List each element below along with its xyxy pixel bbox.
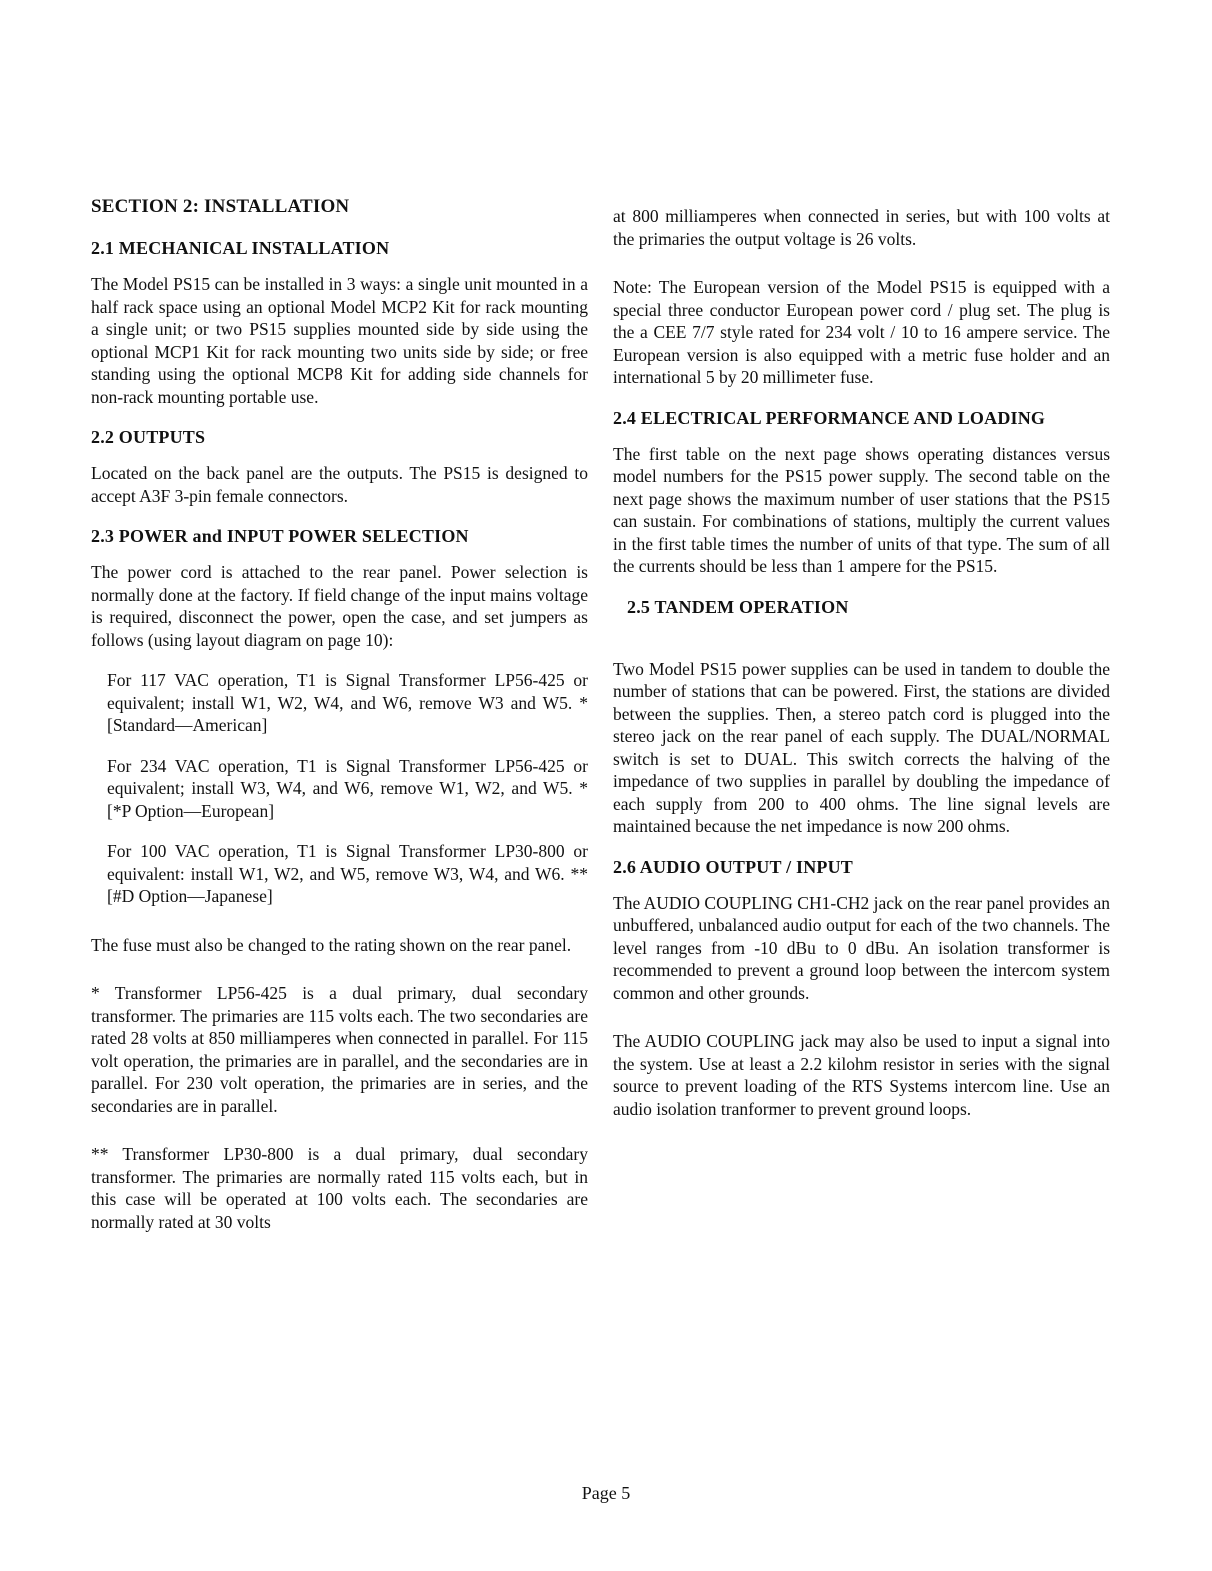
audio-input-text: The AUDIO COUPLING jack may also be used to input a signal into the system. Use at least a 2.2 kilohm resistor in series with the signal source to prevent loading of the RTS Systems intercom line. Use an audio isolation tranformer to prevent ground loops. (613, 1031, 1110, 1119)
european-version-note: Note: The European version of the Model PS15 is equipped with a special three conductor European power cord / plug set. The plug is the a CEE 7/7 style rated for 234 volt / 10 to 16 ampere service. The European version is also equipped with a metric fuse holder and an international 5 by 20 millimeter fuse. (613, 277, 1110, 387)
transformer-note-lp56: * Transformer LP56-425 is a dual primary, dual secondary transformer. The primaries are 115 volts each. The two secondaries are rated 28 volts at 850 milliamperes when connected in parallel. For 115 volt operation, the primaries are in parallel, and the secondaries are in parallel. For 230 volt operation, the primaries are in series, and the secondaries are in parallel. (91, 983, 588, 1116)
mechanical-installation-text: The Model PS15 can be installed in 3 ways: a single unit mounted in a half rack space using an optional Model MCP2 Kit for rack mounting a single unit; or two PS15 supplies mounted side by side using the optional MCP1 Kit for rack mounting two units side by side; or free standing using the optional MCP8 Kit for adding side channels for non-rack mounting portable use. (91, 274, 588, 407)
heading-power-selection: 2.3 POWER and INPUT POWER SELECTION (91, 526, 469, 546)
fuse-text: The fuse must also be changed to the rating shown on the rear panel. (91, 934, 572, 955)
page-number: Page 5 (581, 1483, 631, 1503)
continued-text: at 800 milliamperes when connected in series, but with 100 volts at the primaries the output voltage is 26 volts. (613, 206, 1110, 249)
section-title: SECTION 2: INSTALLATION (91, 196, 350, 217)
outputs-text: Located on the back panel are the outputs. The PS15 is designed to accept A3F 3-pin female connectors. (91, 463, 588, 506)
operation-100vac: For 100 VAC operation, T1 is Signal Transformer LP30-800 or equivalent: install W1, W2, and W5, remove W3, W4, and W6. ** [#D Option—Japanese] (107, 841, 588, 906)
operation-117vac: For 117 VAC operation, T1 is Signal Transformer LP56-425 or equivalent; install W1, W2, W4, and W6, remove W3 and W5. * [Standard—American] (107, 670, 588, 735)
heading-tandem-operation: 2.5 TANDEM OPERATION (627, 596, 849, 617)
heading-audio-output-input: 2.6 AUDIO OUTPUT / INPUT (613, 856, 853, 877)
heading-outputs: 2.2 OUTPUTS (91, 427, 206, 447)
tandem-operation-text: Two Model PS15 power supplies can be used in tandem to double the number of stations that can be powered. First, the stations are divided between the supplies. Then, a stereo patch cord is plugged into the stereo jack on the rear panel of each supply. The DUAL/NORMAL switch is set to DUAL. This switch corrects the halving of the impedance of two supplies in parallel by doubling the impedance of each supply from 200 to 400 ohms. The line signal levels are maintained because the net impedance is now 200 ohms. (613, 658, 1110, 836)
left-column (91, 195, 588, 1245)
heading-mechanical-installation: 2.1 MECHANICAL INSTALLATION (91, 238, 390, 258)
power-selection-text: The power cord is attached to the rear panel. Power selection is normally done at the factory. If field change of the input mains voltage is required, disconnect the power, open the case, and set jumpers as follows (using layout diagram on page 10): (91, 562, 588, 650)
transformer-note-lp30: ** Transformer LP30-800 is a dual primary, dual secondary transformer. The primaries are normally rated 115 volts each, but in this case will be operated at 100 volts each. The secondaries are normally rated at 30 volts (91, 1144, 588, 1232)
right-column (613, 195, 1110, 1132)
audio-output-text: The AUDIO COUPLING CH1-CH2 jack on the rear panel provides an unbuffered, unbalanced audio output for each of the two channels. The level ranges from -10 dBu to 0 dBu. An isolation transformer is recommended to prevent a ground loop between the intercom system common and other grounds. (613, 892, 1110, 1003)
heading-electrical-performance: 2.4 ELECTRICAL PERFORMANCE AND LOADING (613, 407, 1046, 428)
electrical-performance-text: The first table on the next page shows operating distances versus model numbers for the PS15 power supply. The second table on the next page shows the maximum number of user stations that the PS15 can sustain. For combinations of stations, multiply the current values in the first table times the number of units of that type. The sum of all the currents should be less than 1 ampere for the PS15. (613, 443, 1110, 576)
operation-234vac: For 234 VAC operation, T1 is Signal Transformer LP56-425 or equivalent; install W3, W4, and W6, remove W1, W2, and W5. * [*P Option—European] (107, 755, 588, 821)
